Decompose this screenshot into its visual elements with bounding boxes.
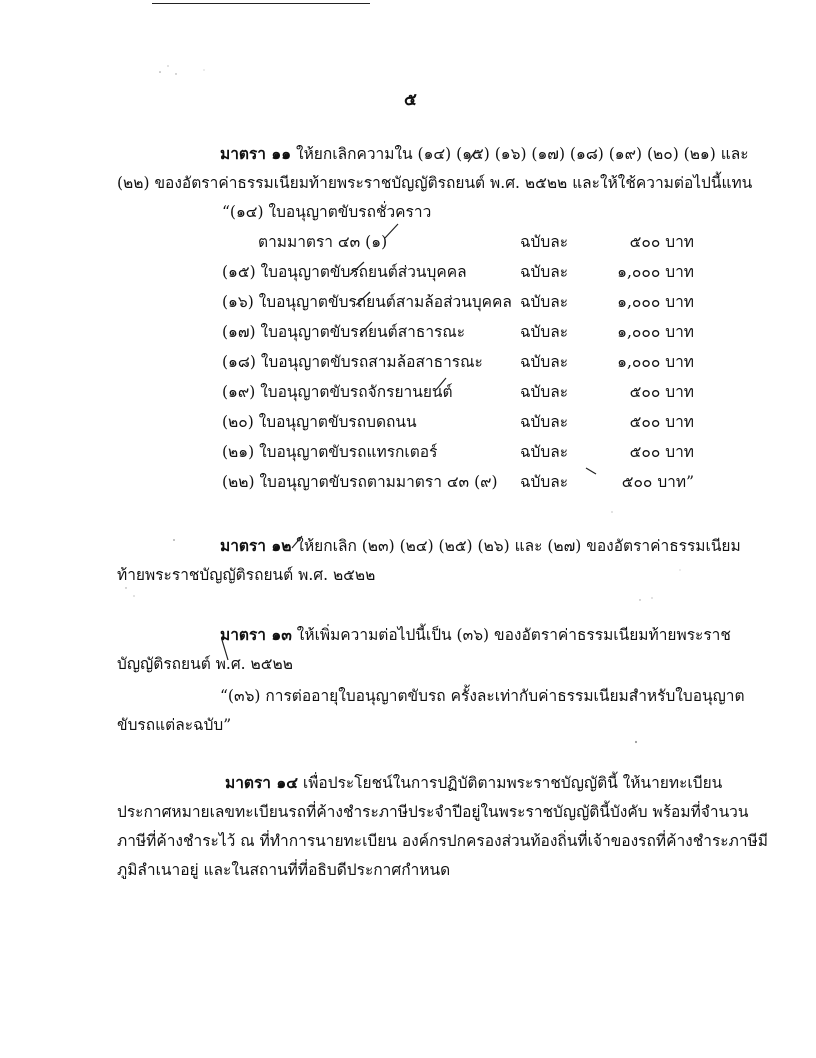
fee-item: “(๑๔) ใบอนุญาตขับรถชั่วคราว (222, 203, 432, 221)
section-13-line-4: ขับรถแต่ละฉบับ” (117, 716, 232, 734)
fee-unit: ฉบับละ (520, 323, 569, 341)
header-rule (152, 3, 370, 4)
fee-item: (๒๐) ใบอนุญาตขับรถบดถนน (222, 413, 417, 431)
fee-unit: ฉบับละ (520, 413, 569, 431)
section-12-line-2: ท้ายพระราชบัญญัติรถยนต์ พ.ศ. ๒๕๒๒ (117, 566, 376, 584)
section-12-text-1: ให้ยกเลิก (๒๓) (๒๔) (๒๕) (๒๖) และ (๒๗) ของอัตราค่าธรรมเนียม (291, 537, 741, 555)
fee-row (222, 200, 702, 224)
fee-amount: ๕๐๐ บาท (629, 443, 694, 461)
section-11-text-1: ให้ยกเลิกความใน (๑๔) (๑๕) (๑๖) (๑๗) (๑๘) (๑๙) (๒๐) (๒๑) และ (291, 145, 749, 163)
fee-item: ตามมาตรา ๔๓ (๑) (258, 233, 388, 251)
fee-amount: ๑,๐๐๐ บาท (617, 353, 694, 371)
section-13-label: มาตรา ๑๓ (220, 625, 292, 644)
fee-row (258, 230, 738, 254)
fee-unit: ฉบับละ (520, 383, 569, 401)
fee-amount: ๑,๐๐๐ บาท (617, 323, 694, 341)
fee-unit: ฉบับละ (520, 443, 569, 461)
fee-unit: ฉบับละ (520, 473, 569, 491)
section-14-label: มาตรา ๑๔ (225, 773, 298, 792)
section-12-label: มาตรา ๑๒ (220, 536, 292, 555)
fee-row (222, 290, 702, 314)
fee-row (222, 410, 702, 434)
fee-row (222, 350, 702, 374)
section-13-text-1: ให้เพิ่มความต่อไปนี้เป็น (๓๖) ของอัตราค่าธรรมเนียมท้ายพระราช (291, 626, 731, 644)
fee-unit: ฉบับละ (520, 263, 569, 281)
fee-item: (๒๑) ใบอนุญาตขับรถแทรกเตอร์ (222, 443, 438, 461)
section-12-line-1 (220, 535, 741, 557)
section-11-label: มาตรา ๑๑ (220, 144, 292, 163)
fee-item: (๑๕) ใบอนุญาตขับรถยนต์ส่วนบุคคล (222, 263, 467, 281)
section-14-line-3: ภาษีที่ค้างชำระไว้ ณ ที่ทำการนายทะเบียน องค์กรปกครองส่วนท้องถิ่นที่เจ้าของรถที่ค้างชำระภาษีมี (117, 832, 768, 850)
fee-item: (๑๘) ใบอนุญาตขับรถสามล้อสาธารณะ (222, 353, 483, 371)
fee-item: (๑๗) ใบอนุญาตขับรถยนต์สาธารณะ (222, 323, 466, 341)
fee-row (222, 380, 702, 404)
fee-item: (๑๙) ใบอนุญาตขับรถจักรยานยนต์ (222, 383, 453, 401)
fee-item: (๑๖) ใบอนุญาตขับรถยนต์สามล้อส่วนบุคคล (222, 293, 512, 311)
section-14-line-1 (225, 772, 722, 794)
fee-unit: ฉบับละ (520, 293, 569, 311)
fee-row (222, 470, 702, 494)
fee-amount: ๕๐๐ บาท (629, 413, 694, 431)
section-11-line-2: (๒๒) ของอัตราค่าธรรมเนียมท้ายพระราชบัญญัติรถยนต์ พ.ศ. ๒๕๒๒ และให้ใช้ความต่อไปนี้แทน (117, 174, 753, 192)
section-11-line-1 (220, 143, 749, 165)
page-number: ๕ (404, 90, 417, 110)
section-14-line-4: ภูมิลำเนาอยู่ และในสถานที่ที่อธิบดีประกาศกำหนด (117, 861, 451, 879)
fee-unit: ฉบับละ (520, 353, 569, 371)
fee-amount: ๕๐๐ บาท (629, 233, 694, 251)
section-13-line-3: “(๓๖) การต่ออายุใบอนุญาตขับรถ ครั้งละเท่ากับค่าธรรมเนียมสำหรับใบอนุญาต (220, 687, 745, 705)
section-13-line-2: บัญญัติรถยนต์ พ.ศ. ๒๕๒๒ (117, 655, 293, 673)
section-14-text-1: เพื่อประโยชน์ในการปฏิบัติตามพระราชบัญญัตินี้ ให้นายทะเบียน (297, 774, 723, 792)
fee-item: (๒๒) ใบอนุญาตขับรถตามมาตรา ๔๓ (๙) (222, 473, 498, 491)
section-14-line-2: ประกาศหมายเลขทะเบียนรถที่ค้างชำระภาษีประจำปีอยู่ในพระราชบัญญัตินี้บังคับ พร้อมที่จำนวน (117, 803, 749, 821)
fee-amount: ๑,๐๐๐ บาท (617, 293, 694, 311)
fee-row (222, 260, 702, 284)
fee-amount: ๑,๐๐๐ บาท (617, 263, 694, 281)
section-13-line-1 (220, 624, 731, 646)
fee-amount: ๕๐๐ บาท (629, 383, 694, 401)
fee-amount: ๕๐๐ บาท” (621, 473, 694, 491)
fee-unit: ฉบับละ (520, 233, 569, 251)
fee-row (222, 320, 702, 344)
fee-row (222, 440, 702, 464)
